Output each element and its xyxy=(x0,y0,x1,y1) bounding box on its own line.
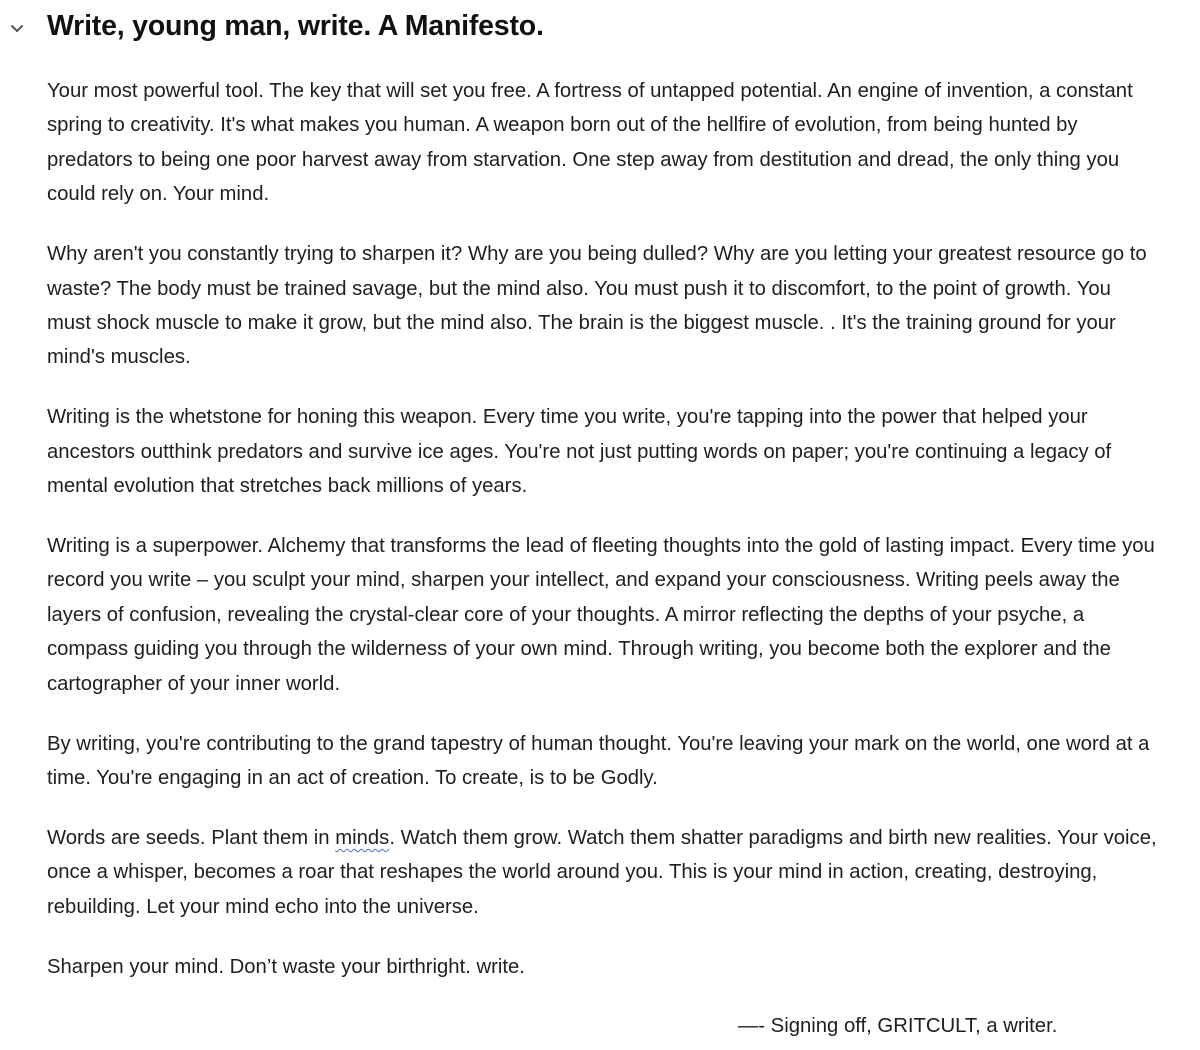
paragraph-6-start: Words are seeds. Plant them in xyxy=(47,826,336,849)
paragraph-2[interactable]: Why aren't you constantly trying to sharpen it? Why are you being dulled? Why are you letting your greatest resource go to waste? The body must be trained savage, but the mind also. You must push it to discomfort, to the point of growth. You must shock muscle to make it grow, but the mind also. The brain is the biggest muscle. . It's the training ground for your mind's muscles. xyxy=(47,243,1147,369)
paragraph-3[interactable]: Writing is the whetstone for honing this weapon. Every time you write, you're tapping into the power that helped your ancestors outthink predators and survive ice ages. You're not just putting words on paper; you're continuing a legacy of mental evolution that stretches back millions of years. xyxy=(47,406,1112,498)
chevron-down-icon[interactable] xyxy=(7,18,27,38)
spellcheck-flagged-word[interactable]: minds xyxy=(335,826,390,849)
paragraph-4[interactable]: Writing is a superpower. Alchemy that transforms the lead of fleeting thoughts into the gold of lasting impact. Every time you record you write – you sculpt your mind, sharpen your intellect, and expand your consciousness. Writing peels away the layers of confusion, revealing the crystal-clear core of your thoughts. A mirror reflecting the depths of your psyche, a compass guiding you through the wilderness of your own mind. Through writing, you become both the explorer and the cartographer of your inner world. xyxy=(47,534,1155,695)
paragraph-5[interactable]: By writing, you're contributing to the grand tapestry of human thought. You're leaving your mark on the world, one word at a time. You're engaging in an act of creation. To create, is to be Godly. xyxy=(47,732,1150,789)
paragraph-6[interactable] xyxy=(47,821,1157,924)
document-body[interactable] xyxy=(47,74,1157,1009)
paragraph-6-end: . Watch them grow. Watch them shatter paradigms and birth new realities. Your voice, once a whisper, becomes a roar that reshapes the world around you. This is your mind in action, creating, destroying, rebuilding. Let your mind echo into the universe. xyxy=(47,826,1157,918)
closing-line[interactable]: Sharpen your mind. Don’t waste your birthright. write. xyxy=(47,955,525,978)
signature[interactable]: —- Signing off, GRITCULT, a writer. xyxy=(738,1015,1058,1037)
page-title[interactable]: Write, young man, write. A Manifesto. xyxy=(47,10,544,42)
paragraph-1[interactable]: Your most powerful tool. The key that will set you free. A fortress of untapped potential. An engine of invention, a constant spring to creativity. It's what makes you human. A weapon born out of the hellfire of evolution, from being hunted by predators to being one poor harvest away from starvation. One step away from destitution and dread, the only thing you could rely on. Your mind. xyxy=(47,80,1133,206)
heading-row xyxy=(0,4,1200,48)
